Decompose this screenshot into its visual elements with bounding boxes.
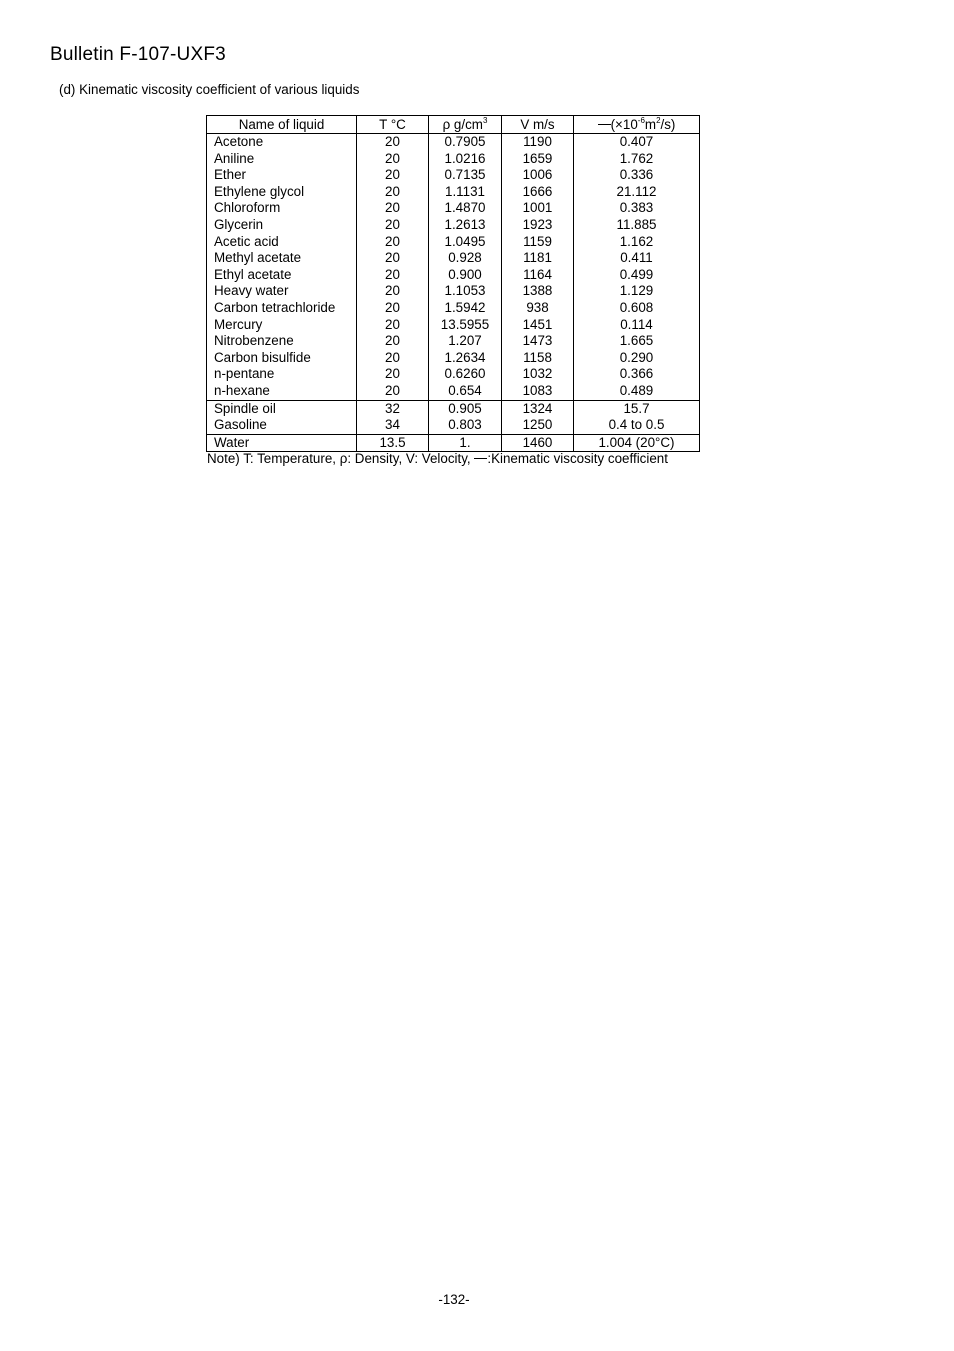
velocity-value: 1159 (502, 234, 574, 251)
temperature-value: 20 (357, 200, 429, 217)
liquid-name: Mercury (207, 317, 357, 334)
table-row (207, 383, 700, 400)
liquid-name: Ethyl acetate (207, 267, 357, 284)
table-row (207, 267, 700, 284)
density-value: 0.803 (429, 417, 502, 434)
liquid-name: Chloroform (207, 200, 357, 217)
density-label: ρ g/cm (442, 117, 483, 132)
temperature-value: 20 (357, 383, 429, 400)
velocity-value: 1190 (502, 134, 574, 151)
velocity-value: 1923 (502, 217, 574, 234)
liquid-name: Water (207, 434, 357, 452)
liquid-name: Ethylene glycol (207, 184, 357, 201)
viscosity-value: 1.665 (574, 333, 700, 350)
temperature-value: 20 (357, 184, 429, 201)
viscosity-value: 1.162 (574, 234, 700, 251)
temperature-value: 20 (357, 151, 429, 168)
viscosity-label-prefix: (×10 (610, 117, 638, 132)
viscosity-value: 21.112 (574, 184, 700, 201)
column-header-density (429, 116, 502, 134)
velocity-value: 1250 (502, 417, 574, 434)
liquid-name: Carbon tetrachloride (207, 300, 357, 317)
table-row (207, 167, 700, 184)
velocity-value: 1473 (502, 333, 574, 350)
density-value: 0.6260 (429, 366, 502, 383)
viscosity-value: 0.366 (574, 366, 700, 383)
table-row (207, 151, 700, 168)
table-note (207, 451, 668, 466)
viscosity-table-container (206, 115, 700, 452)
velocity-value: 1158 (502, 350, 574, 367)
velocity-value: 1181 (502, 250, 574, 267)
viscosity-label-mid: m (644, 117, 657, 132)
velocity-value: 1324 (502, 400, 574, 417)
viscosity-value: 1.129 (574, 283, 700, 300)
velocity-value: 1388 (502, 283, 574, 300)
density-value: 1.207 (429, 333, 502, 350)
viscosity-table (206, 115, 700, 452)
table-row (207, 300, 700, 317)
temperature-value: 20 (357, 167, 429, 184)
liquid-name: Heavy water (207, 283, 357, 300)
nu-symbol-icon (598, 118, 611, 130)
table-header-row (207, 116, 700, 134)
viscosity-value: 11.885 (574, 217, 700, 234)
liquid-name: Aniline (207, 151, 357, 168)
column-header-temperature: T °C (357, 116, 429, 134)
velocity-value: 1001 (502, 200, 574, 217)
velocity-value: 1032 (502, 366, 574, 383)
table-row (207, 333, 700, 350)
density-value: 1.2613 (429, 217, 502, 234)
note-prefix: Note) T: Temperature, ρ: Density, V: Velocity, (207, 451, 475, 466)
density-value: 0.7135 (429, 167, 502, 184)
viscosity-value: 0.336 (574, 167, 700, 184)
temperature-value: 20 (357, 217, 429, 234)
temperature-value: 34 (357, 417, 429, 434)
density-value: 0.928 (429, 250, 502, 267)
temperature-value: 20 (357, 250, 429, 267)
density-value: 0.905 (429, 400, 502, 417)
page-number: -132- (438, 1292, 470, 1307)
temperature-value: 20 (357, 283, 429, 300)
velocity-value: 1460 (502, 434, 574, 452)
liquid-name: Acetic acid (207, 234, 357, 251)
table-row (207, 134, 700, 151)
density-value: 1. (429, 434, 502, 452)
table-row (207, 250, 700, 267)
velocity-value: 1006 (502, 167, 574, 184)
table-row (207, 317, 700, 334)
density-value: 1.1131 (429, 184, 502, 201)
temperature-value: 13.5 (357, 434, 429, 452)
velocity-value: 1666 (502, 184, 574, 201)
density-value: 13.5955 (429, 317, 502, 334)
velocity-value: 1164 (502, 267, 574, 284)
table-row (207, 184, 700, 201)
viscosity-value: 1.762 (574, 151, 700, 168)
density-value: 0.7905 (429, 134, 502, 151)
velocity-value: 938 (502, 300, 574, 317)
liquid-name: Glycerin (207, 217, 357, 234)
table-row (207, 283, 700, 300)
liquid-name: Carbon bisulfide (207, 350, 357, 367)
viscosity-value: 0.290 (574, 350, 700, 367)
viscosity-value: 0.4 to 0.5 (574, 417, 700, 434)
table-row (207, 200, 700, 217)
density-value: 1.1053 (429, 283, 502, 300)
temperature-value: 20 (357, 350, 429, 367)
liquid-name: Nitrobenzene (207, 333, 357, 350)
density-value: 0.900 (429, 267, 502, 284)
viscosity-label-suffix: /s) (660, 117, 676, 132)
table-row (207, 350, 700, 367)
density-value: 1.4870 (429, 200, 502, 217)
liquid-name: Acetone (207, 134, 357, 151)
viscosity-value: 0.411 (574, 250, 700, 267)
temperature-value: 20 (357, 234, 429, 251)
table-row (207, 217, 700, 234)
table-row (207, 234, 700, 251)
velocity-value: 1451 (502, 317, 574, 334)
column-header-viscosity (574, 116, 700, 134)
viscosity-value: 1.004 (20°C) (574, 434, 700, 452)
section-title: (d) Kinematic viscosity coefficient of various liquids (59, 82, 360, 97)
temperature-value: 20 (357, 366, 429, 383)
viscosity-exponent-2: 2 (656, 115, 661, 125)
nu-symbol-icon (474, 452, 487, 464)
viscosity-value: 15.7 (574, 400, 700, 417)
temperature-value: 20 (357, 300, 429, 317)
viscosity-value: 0.383 (574, 200, 700, 217)
temperature-value: 32 (357, 400, 429, 417)
column-header-velocity: V m/s (502, 116, 574, 134)
table-row (207, 417, 700, 434)
table-row (207, 400, 700, 417)
density-value: 1.5942 (429, 300, 502, 317)
liquid-name: Ether (207, 167, 357, 184)
note-suffix: :Kinematic viscosity coefficient (487, 451, 668, 466)
velocity-value: 1083 (502, 383, 574, 400)
viscosity-value: 0.499 (574, 267, 700, 284)
viscosity-value: 0.608 (574, 300, 700, 317)
liquid-name: Gasoline (207, 417, 357, 434)
density-value: 1.2634 (429, 350, 502, 367)
velocity-value: 1659 (502, 151, 574, 168)
density-value: 0.654 (429, 383, 502, 400)
column-header-name: Name of liquid (207, 116, 357, 134)
table-row (207, 434, 700, 452)
temperature-value: 20 (357, 134, 429, 151)
bulletin-header: Bulletin F-107-UXF3 (50, 44, 226, 65)
liquid-name: Spindle oil (207, 400, 357, 417)
viscosity-exponent-1: -6 (637, 115, 645, 125)
table-row (207, 366, 700, 383)
temperature-value: 20 (357, 317, 429, 334)
viscosity-value: 0.407 (574, 134, 700, 151)
viscosity-value: 0.489 (574, 383, 700, 400)
liquid-name: n-pentane (207, 366, 357, 383)
temperature-value: 20 (357, 333, 429, 350)
density-exponent: 3 (482, 115, 488, 125)
density-value: 1.0495 (429, 234, 502, 251)
viscosity-value: 0.114 (574, 317, 700, 334)
liquid-name: n-hexane (207, 383, 357, 400)
density-value: 1.0216 (429, 151, 502, 168)
temperature-value: 20 (357, 267, 429, 284)
liquid-name: Methyl acetate (207, 250, 357, 267)
